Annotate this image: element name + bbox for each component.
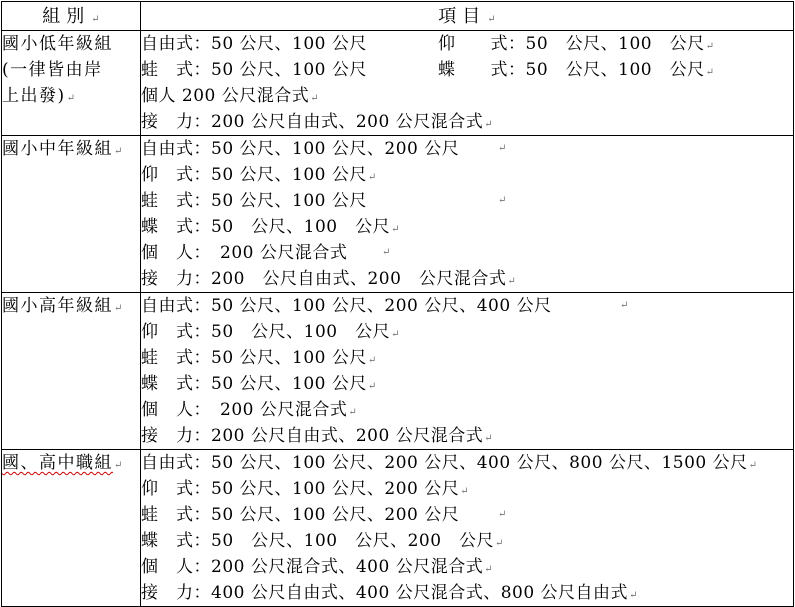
event-line [141,57,793,83]
group-line-text: 國小高年級組 [2,296,113,316]
paragraph-mark-icon: ↵ [114,303,123,314]
paragraph-mark-icon: ↵ [498,195,507,206]
group-column-header [2,2,141,31]
group-line [2,450,140,479]
table-row [2,293,794,450]
paragraph-mark-icon: ↵ [498,509,507,520]
table-row [2,136,794,293]
paragraph-mark-icon: ↵ [367,381,377,392]
event-line-text: 接 力：200 公尺自由式、200 公尺混合式 [141,426,484,446]
event-line-text: 個 人：200 公尺混合式、400 公尺混合式 [141,557,484,577]
group-line-text: 上出發) [2,86,66,106]
paragraph-mark-icon: ↵ [348,407,357,418]
paragraph-mark-icon: ↵ [705,67,714,78]
items-cell-upper-elementary [141,293,794,450]
paragraph-mark-icon: ↵ [748,460,757,471]
group-line [2,293,140,322]
paragraph-mark-icon: ↵ [507,276,516,287]
header-row [2,2,794,31]
event-line-text: 蛙 式：50 公尺、100 公尺、200 公尺 [141,505,460,525]
items-cell-middle-elementary [141,136,794,293]
paragraph-mark-icon: ↵ [91,14,100,25]
event-line-right-text: 蝶 式：50 公尺、100 公尺 [438,60,705,80]
events-table [1,1,794,607]
paragraph-mark-icon: ↵ [484,564,493,575]
items-cell-secondary [141,450,794,607]
paragraph-mark-icon: ↵ [620,300,629,311]
group-cell-upper-elementary [2,293,141,450]
paragraph-mark-icon: ↵ [310,93,319,104]
event-line [141,162,793,188]
group-cell-lower-elementary [2,31,141,136]
paragraph-mark-icon: ↵ [498,143,507,154]
event-line [141,240,793,266]
event-line-text: 自由式：50 公尺、100 公尺、200 公尺、400 公尺、800 公尺、1500 公尺 [141,453,748,473]
event-line [141,528,793,554]
event-line-text: 蛙 式：50 公尺、100 公尺 [141,191,367,211]
event-line [141,83,793,109]
event-line-text: 蛙 式：50 公尺、100 公尺 [141,348,367,368]
event-line [141,397,793,423]
event-line [141,188,793,214]
paragraph-mark-icon: ↵ [114,460,123,471]
table-row [2,450,794,607]
event-line-right [438,31,714,57]
event-line-text: 接 力：200 公尺自由式、200 公尺混合式 [141,269,507,289]
event-line [141,476,793,502]
event-line [141,371,793,397]
paragraph-mark-icon: ↵ [705,41,714,52]
group-line [2,136,140,165]
items-column-header [141,2,794,31]
paragraph-mark-icon: ↵ [391,224,400,235]
event-line [141,423,793,449]
event-line-text: 蝶 式：50 公尺、100 公尺 [141,217,391,237]
group-line-text: 國小中年級組 [2,139,113,159]
items-cell-lower-elementary [141,31,794,136]
paragraph-mark-icon: ↵ [367,172,377,183]
group-header-label: 組別 [42,6,91,27]
paragraph-mark-icon: ↵ [66,93,76,104]
paragraph-mark-icon: ↵ [629,590,638,601]
event-line-text: 接 力：400 公尺自由式、400 公尺混合式、800 公尺自由式 [141,583,629,603]
event-line [141,319,793,345]
group-line: 國小低年級組 [2,34,113,54]
event-line-text: 仰 式：50 公尺、100 公尺、200 公尺 [141,479,460,499]
event-line-right [438,57,714,83]
paragraph-mark-icon: ↵ [484,119,493,130]
event-line-left: 蛙 式：50 公尺、100 公尺 [141,60,367,80]
event-line [141,450,793,476]
event-line [141,502,793,528]
event-line [141,266,793,292]
event-line-text: 個人 200 公尺混合式 [141,86,310,106]
paragraph-mark-icon: ↵ [114,146,123,157]
event-line [141,109,793,135]
event-line [141,293,793,319]
event-line-right-text: 仰 式：50 公尺、100 公尺 [438,34,705,54]
paragraph-mark-icon: ↵ [460,486,469,497]
event-line-text: 蝶 式：50 公尺、100 公尺 [141,374,367,394]
event-line [141,345,793,371]
paragraph-mark-icon: ↵ [495,538,504,549]
group-line [2,83,140,112]
paragraph-mark-icon: ↵ [484,433,493,444]
paragraph-mark-icon: ↵ [367,355,377,366]
table-row [2,31,794,136]
paragraph-mark-icon: ↵ [487,14,496,25]
event-line [141,554,793,580]
items-header-label: 項目 [438,6,487,27]
event-line-text: 仰 式：50 公尺、100 公尺 [141,165,367,185]
event-line-text: 蝶 式：50 公尺、100 公尺、200 公尺 [141,531,495,551]
event-line [141,214,793,240]
event-line [141,580,793,606]
event-line-text: 個 人： 200 公尺混合式 [141,243,348,263]
event-line-text: 自由式：50 公尺、100 公尺、200 公尺 [141,139,460,159]
paragraph-mark-icon: ↵ [382,247,391,258]
group-cell-secondary [2,450,141,607]
event-line-text: 自由式：50 公尺、100 公尺、200 公尺、400 公尺 [141,296,552,316]
group-line: (一律皆由岸 [2,60,103,80]
group-line-text: 國、高中職組 [2,453,113,473]
event-line-text: 接 力：200 公尺自由式、200 公尺混合式 [141,112,484,132]
event-line [141,31,793,57]
paragraph-mark-icon: ↵ [391,329,400,340]
group-cell-middle-elementary [2,136,141,293]
event-line-text: 個 人： 200 公尺混合式 [141,400,348,420]
event-line [141,136,793,162]
event-line-left: 自由式：50 公尺、100 公尺 [141,34,367,54]
event-line-text: 仰 式：50 公尺、100 公尺 [141,322,391,342]
